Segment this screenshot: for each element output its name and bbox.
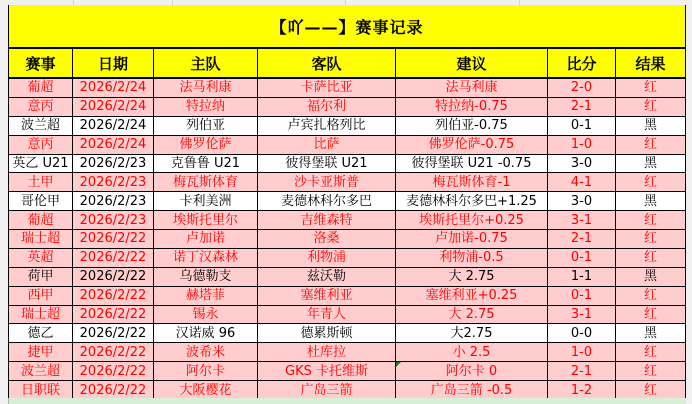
comment-marker-icon	[396, 362, 401, 367]
cell-away[interactable]: 洛桑	[258, 230, 396, 249]
cell-date[interactable]: 2026/2/23	[73, 173, 154, 192]
table-row	[9, 98, 685, 117]
table-row	[9, 287, 685, 306]
table-row	[9, 249, 685, 268]
cell-date[interactable]: 2026/2/22	[73, 381, 154, 400]
cell-tip[interactable]: 塞维利亚+0.25	[396, 287, 548, 306]
cell-score[interactable]: 2-1	[548, 362, 616, 381]
cell-home[interactable]: 佛罗伦萨	[154, 136, 258, 155]
cell-tip[interactable]: 广岛三箭 -0.5	[396, 381, 548, 400]
cell-league[interactable]: 波兰超	[9, 117, 73, 136]
table-row	[9, 343, 685, 362]
cell-league[interactable]: 西甲	[9, 287, 73, 306]
header-cell-tip[interactable]: 建议	[396, 49, 548, 77]
cell-home[interactable]: 大阪樱花	[154, 381, 258, 400]
table-row	[9, 79, 685, 98]
header-cell-score[interactable]: 比分	[548, 49, 616, 77]
cell-away[interactable]: GKS 卡托维斯	[258, 362, 396, 381]
table-row	[9, 173, 685, 192]
cell-score[interactable]: 3-0	[548, 155, 616, 174]
cell-date[interactable]: 2026/2/22	[73, 306, 154, 325]
cell-home[interactable]: 阿尔卡	[154, 362, 258, 381]
cell-result[interactable]: 黑	[616, 268, 685, 287]
cell-league[interactable]: 葡超	[9, 211, 73, 230]
cell-home[interactable]: 赫塔菲	[154, 287, 258, 306]
cell-score[interactable]: 3-0	[548, 192, 616, 211]
cell-date[interactable]: 2026/2/23	[73, 155, 154, 174]
cell-home[interactable]: 克鲁鲁 U21	[154, 155, 258, 174]
cell-date[interactable]: 2026/2/24	[73, 98, 154, 117]
cell-home[interactable]: 乌德勒支	[154, 268, 258, 287]
cell-result[interactable]: 黑	[616, 324, 685, 343]
cell-result[interactable]: 红	[616, 79, 685, 98]
cell-result[interactable]: 红	[616, 343, 685, 362]
cell-tip[interactable]: 佛罗伦萨-0.75	[396, 136, 548, 155]
cell-tip[interactable]: 特拉纳-0.75	[396, 98, 548, 117]
cell-result[interactable]: 红	[616, 381, 685, 400]
cell-home[interactable]: 特拉纳	[154, 98, 258, 117]
cell-score[interactable]: 1-1	[548, 268, 616, 287]
table-row	[9, 324, 685, 343]
cell-score[interactable]: 2-1	[548, 230, 616, 249]
cell-home[interactable]: 诺丁汉森林	[154, 249, 258, 268]
cell-date[interactable]: 2026/2/22	[73, 287, 154, 306]
header-cell-league[interactable]: 赛事	[9, 49, 73, 77]
cell-away[interactable]: 卢宾扎格列比	[258, 117, 396, 136]
table-row	[9, 306, 685, 325]
cell-score[interactable]: 4-1	[548, 173, 616, 192]
cell-home[interactable]: 埃斯托里尔	[154, 211, 258, 230]
cell-league[interactable]: 捷甲	[9, 343, 73, 362]
cell-tip[interactable]: 麦德林科尔多巴+1.25	[396, 192, 548, 211]
cell-score[interactable]: 0-0	[548, 324, 616, 343]
table-row	[9, 268, 685, 287]
header-cell-result[interactable]: 结果	[635, 54, 666, 73]
cell-tip[interactable]: 卢加诺-0.75	[396, 230, 548, 249]
cell-away[interactable]: 福尔利	[258, 98, 396, 117]
table-row	[9, 155, 685, 174]
cell-tip[interactable]: 彼得堡联 U21 -0.75	[396, 155, 548, 174]
cell-score[interactable]: 1-0	[548, 136, 616, 155]
cell-score[interactable]: 3-1	[548, 211, 616, 230]
cell-league[interactable]: 土甲	[9, 173, 73, 192]
cell-score[interactable]: 0-1	[548, 117, 616, 136]
cell-result[interactable]: 红	[616, 136, 685, 155]
cell-date[interactable]: 2026/2/22	[73, 362, 154, 381]
cell-league[interactable]: 荷甲	[9, 268, 73, 287]
table-row	[9, 192, 685, 211]
cell-result[interactable]: 黑	[616, 155, 685, 174]
cell-tip[interactable]: 列伯亚-0.75	[396, 117, 548, 136]
cell-league[interactable]: 德乙	[9, 324, 73, 343]
cell-away[interactable]: 沙卡亚斯普	[258, 173, 396, 192]
cell-tip[interactable]: 大2.75	[396, 324, 548, 343]
cell-league[interactable]: 意丙	[9, 98, 73, 117]
header-cell-home[interactable]: 主队	[154, 49, 258, 77]
cell-score[interactable]: 0-1	[548, 249, 616, 268]
cell-result[interactable]: 红	[616, 306, 685, 325]
cell-tip[interactable]: 小 2.5	[396, 343, 548, 362]
cell-home[interactable]: 锡永	[154, 306, 258, 325]
table-row	[9, 230, 685, 249]
cell-date[interactable]: 2026/2/22	[73, 230, 154, 249]
header-cell-away[interactable]: 客队	[258, 49, 396, 77]
cell-away[interactable]: 杜库拉	[258, 343, 396, 362]
cell-away[interactable]: 彼得堡联 U21	[258, 155, 396, 174]
match-record-table	[8, 5, 686, 401]
cell-tip[interactable]: 阿尔卡 0	[396, 362, 548, 381]
cell-league[interactable]: 波兰超	[9, 362, 73, 381]
cell-result[interactable]: 红	[616, 230, 685, 249]
table-row	[9, 117, 685, 136]
cell-result[interactable]: 黑	[616, 117, 685, 136]
cell-away[interactable]: 吉维森特	[258, 211, 396, 230]
cell-date[interactable]: 2026/2/23	[73, 211, 154, 230]
cell-score[interactable]: 1-0	[548, 343, 616, 362]
cell-result[interactable]: 红	[616, 173, 685, 192]
cell-home[interactable]: 卡利美洲	[154, 192, 258, 211]
cell-date[interactable]: 2026/2/22	[73, 249, 154, 268]
table-row	[9, 362, 685, 381]
cell-result[interactable]: 黑	[616, 192, 685, 211]
cell-home[interactable]: 卢加诺	[154, 230, 258, 249]
cell-score[interactable]: 2-1	[548, 98, 616, 117]
table-row	[9, 136, 685, 155]
cell-away[interactable]: 塞维利亚	[258, 287, 396, 306]
cell-date[interactable]: 2026/2/22	[73, 324, 154, 343]
cell-away[interactable]: 年青人	[258, 306, 396, 325]
cell-away[interactable]: 德累斯顿	[258, 324, 396, 343]
cell-score[interactable]: 2-0	[548, 79, 616, 98]
cell-away[interactable]: 比萨	[258, 136, 396, 155]
cell-league[interactable]: 瑞士超	[9, 230, 73, 249]
header-cell-date[interactable]: 日期	[73, 49, 154, 77]
cell-date[interactable]: 2026/2/22	[73, 268, 154, 287]
cell-result[interactable]: 红	[616, 249, 685, 268]
cell-away[interactable]: 利物浦	[258, 249, 396, 268]
cell-league[interactable]: 日职联	[9, 381, 73, 400]
cell-home[interactable]: 列伯亚	[154, 117, 258, 136]
cell-away[interactable]: 广岛三箭	[258, 381, 396, 400]
cell-home[interactable]: 波希米	[154, 343, 258, 362]
cell-tip[interactable]: 法马利康	[396, 79, 548, 98]
cell-date[interactable]: 2026/2/24	[73, 79, 154, 98]
cell-result[interactable]: 红	[616, 211, 685, 230]
cell-home[interactable]: 汉诺威 96	[154, 324, 258, 343]
header-row	[9, 49, 685, 79]
cell-date[interactable]: 2026/2/23	[73, 192, 154, 211]
cell-tip[interactable]: 埃斯托里尔+0.25	[396, 211, 548, 230]
green-row-sliver	[8, 398, 686, 404]
cell-tip[interactable]: 梅瓦斯体育-1	[396, 173, 548, 192]
table-row	[9, 211, 685, 230]
cell-league[interactable]: 瑞士超	[9, 306, 73, 325]
cell-score[interactable]: 0-1	[548, 287, 616, 306]
cell-league[interactable]: 英乙 U21	[9, 155, 73, 174]
cell-away[interactable]: 麦德林科尔多巴	[258, 192, 396, 211]
cell-away[interactable]: 卡萨比亚	[258, 79, 396, 98]
cell-home[interactable]: 梅瓦斯体育	[154, 173, 258, 192]
cell-score[interactable]: 3-1	[548, 306, 616, 325]
cell-result[interactable]: 红	[616, 98, 685, 117]
cell-date[interactable]: 2026/2/24	[73, 117, 154, 136]
cell-tip[interactable]: 大 2.75	[396, 268, 548, 287]
table-title[interactable]: 【吖——】赛事记录	[9, 5, 685, 49]
cell-score[interactable]: 1-2	[548, 381, 616, 400]
cell-result[interactable]: 红	[616, 362, 685, 381]
cell-tip[interactable]: 利物浦-0.5	[396, 249, 548, 268]
table-body	[9, 79, 685, 400]
cell-league[interactable]: 葡超	[9, 79, 73, 98]
cell-league[interactable]: 英超	[9, 249, 73, 268]
cell-league[interactable]: 意丙	[9, 136, 73, 155]
cell-league[interactable]: 哥伦甲	[9, 192, 73, 211]
cell-tip[interactable]: 大 2.75	[396, 306, 548, 325]
cell-date[interactable]: 2026/2/22	[73, 343, 154, 362]
cell-home[interactable]: 法马利康	[154, 79, 258, 98]
cell-result[interactable]: 红	[616, 287, 685, 306]
cell-date[interactable]: 2026/2/24	[73, 136, 154, 155]
cell-away[interactable]: 兹沃勒	[258, 268, 396, 287]
